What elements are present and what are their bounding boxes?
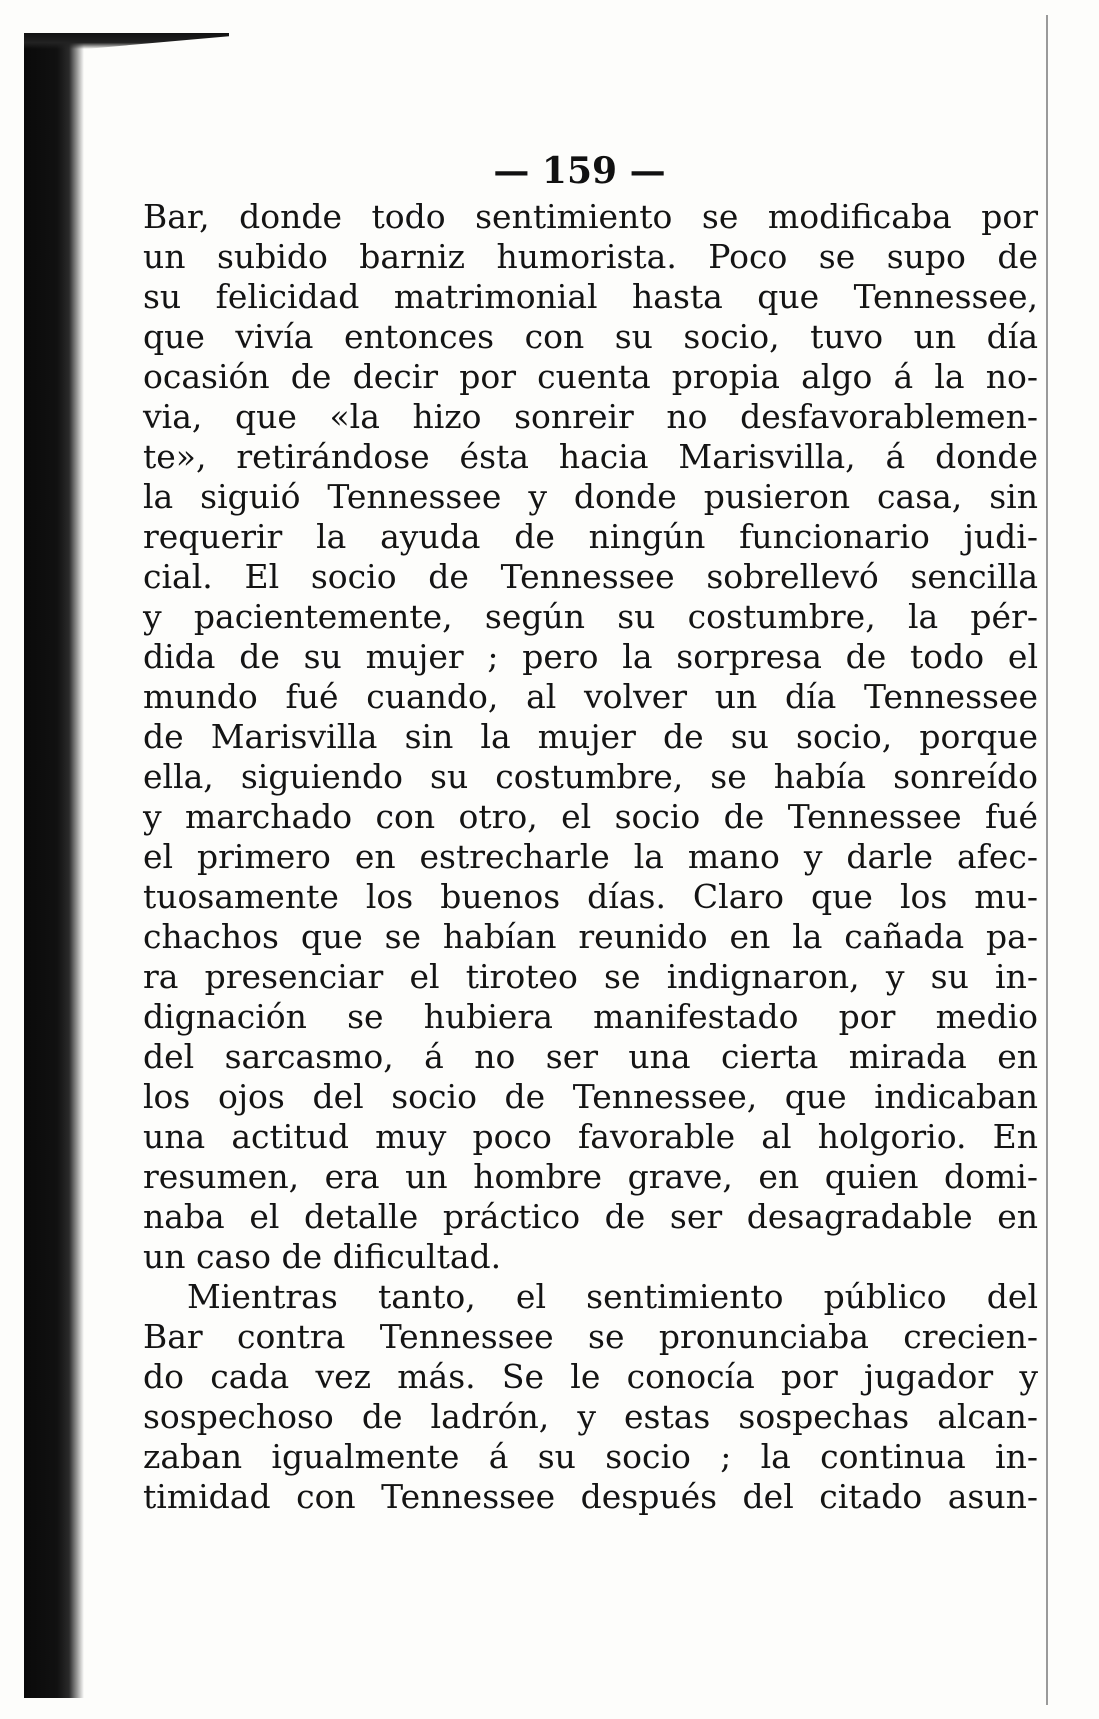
binding-shadow-top bbox=[24, 33, 229, 49]
text-line: te», retirándose ésta hacia Marisvilla, á donde bbox=[143, 437, 1038, 476]
text-line: y marchado con otro, el socio de Tennessee fué bbox=[143, 797, 1038, 836]
text-line: dida de su mujer ; pero la sorpresa de todo el bbox=[143, 637, 1038, 676]
text-line: requerir la ayuda de ningún funcionario judi- bbox=[143, 517, 1038, 556]
binding-shadow bbox=[24, 38, 84, 1698]
text-line: tuosamente los buenos días. Claro que los mu- bbox=[143, 877, 1038, 916]
text-line: naba el detalle práctico de ser desagradable en bbox=[143, 1197, 1038, 1236]
text-line: de Marisvilla sin la mujer de su socio, porque bbox=[143, 717, 1038, 756]
text-line: zaban igualmente á su socio ; la continua in- bbox=[143, 1437, 1038, 1476]
text-line: del sarcasmo, á no ser una cierta mirada en bbox=[143, 1037, 1038, 1076]
text-line: y pacientemente, según su costumbre, la pér- bbox=[143, 597, 1038, 636]
text-line: sospechoso de ladrón, y estas sospechas alcan- bbox=[143, 1397, 1038, 1436]
text-line: cial. El socio de Tennessee sobrellevó sencilla bbox=[143, 557, 1038, 596]
text-line: ocasión de decir por cuenta propia algo á la no- bbox=[143, 357, 1038, 396]
text-line: timidad con Tennessee después del citado asun- bbox=[143, 1477, 1038, 1516]
text-line: ella, siguiendo su costumbre, se había sonreído bbox=[143, 757, 1038, 796]
text-line: el primero en estrecharle la mano y darle afec- bbox=[143, 837, 1038, 876]
body-text bbox=[143, 197, 1038, 1517]
paragraph-end-line: un caso de dificultad. bbox=[143, 1237, 502, 1276]
text-line: resumen, era un hombre grave, en quien domi- bbox=[143, 1157, 1038, 1196]
text-line: Bar contra Tennessee se pronunciaba crecien- bbox=[143, 1317, 1038, 1356]
text-line: chachos que se habían reunido en la cañada pa- bbox=[143, 917, 1038, 956]
text-line: via, que «la hizo sonreir no desfavorablemen- bbox=[143, 397, 1038, 436]
text-line: un subido barniz humorista. Poco se supo de bbox=[143, 237, 1038, 276]
page-number: — 159 — bbox=[493, 150, 666, 192]
text-line: los ojos del socio de Tennessee, que indicaban bbox=[143, 1077, 1038, 1116]
text-line: mundo fué cuando, al volver un día Tennessee bbox=[143, 677, 1038, 716]
text-line: la siguió Tennessee y donde pusieron casa, sin bbox=[143, 477, 1038, 516]
text-line: su felicidad matrimonial hasta que Tennessee, bbox=[143, 277, 1038, 316]
paragraph-start-line: Mientras tanto, el sentimiento público del bbox=[187, 1277, 1038, 1316]
text-line: dignación se hubiera manifestado por medio bbox=[143, 997, 1038, 1036]
text-line: ra presenciar el tiroteo se indignaron, y su in- bbox=[143, 957, 1038, 996]
text-line: do cada vez más. Se le conocía por jugador y bbox=[143, 1357, 1038, 1396]
text-line: una actitud muy poco favorable al holgorio. En bbox=[143, 1117, 1038, 1156]
text-line: que vivía entonces con su socio, tuvo un día bbox=[143, 317, 1038, 356]
page-edge-rule bbox=[1046, 15, 1048, 1705]
text-line: Bar, donde todo sentimiento se modificaba por bbox=[143, 197, 1038, 236]
